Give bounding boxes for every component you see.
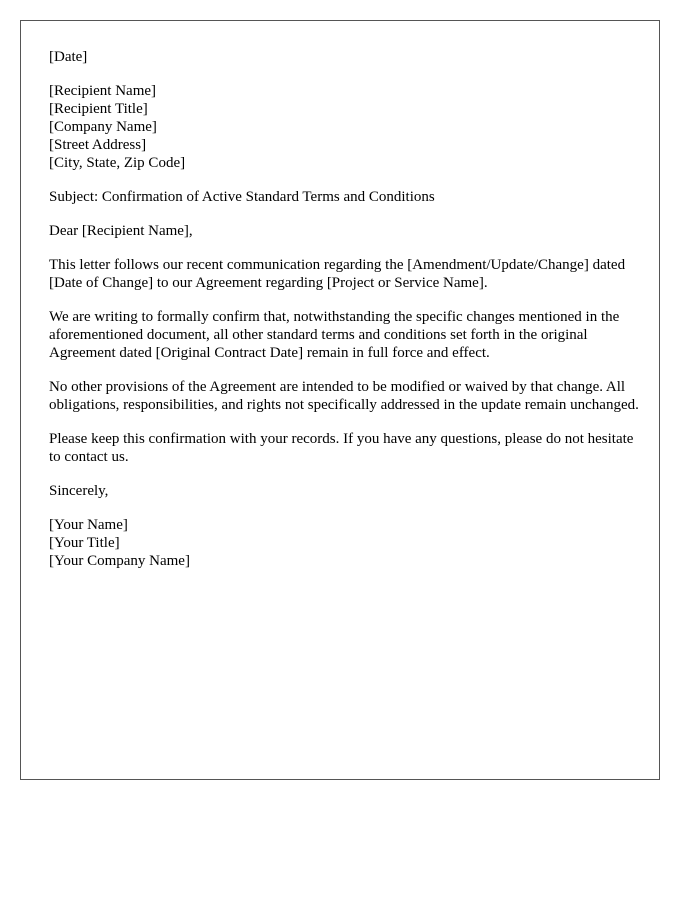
sender-title: [Your Title]: [49, 535, 120, 551]
recipient-address-block: [49, 82, 639, 172]
letter-page: [20, 20, 660, 780]
paragraph-confirmation: We are writing to formally confirm that, notwithstanding the specific changes mentioned in the aforementioned document, all other standard terms and conditions set forth in the original Agreement dated [Original Contract Date] remain in full force and effect.: [49, 309, 620, 361]
sender-name: [Your Name]: [49, 517, 128, 533]
recipient-name: [Recipient Name]: [49, 83, 157, 99]
letter-date: [Date]: [49, 49, 88, 65]
paragraph-provisions: No other provisions of the Agreement are intended to be modified or waived by that change. All obligations, responsibilities, and rights not specifically addressed in the update remain unchanged.: [49, 379, 639, 413]
recipient-street: [Street Address]: [49, 137, 147, 153]
letter-body: [49, 48, 639, 586]
recipient-title: [Recipient Title]: [49, 101, 148, 117]
sender-company: [Your Company Name]: [49, 553, 190, 569]
signature-block: [49, 516, 639, 570]
letter-salutation: Dear [Recipient Name],: [49, 223, 193, 239]
letter-closing: Sincerely,: [49, 483, 109, 499]
recipient-city-state-zip: [City, State, Zip Code]: [49, 155, 186, 171]
letter-subject: Subject: Confirmation of Active Standard Terms and Conditions: [49, 189, 435, 205]
paragraph-records: Please keep this confirmation with your records. If you have any questions, please do not hesitate to contact us.: [49, 431, 634, 465]
recipient-company: [Company Name]: [49, 119, 157, 135]
paragraph-intro: This letter follows our recent communication regarding the [Amendment/Update/Change] dated [Date of Change] to our Agreement regarding [Project or Service Name].: [49, 257, 626, 291]
